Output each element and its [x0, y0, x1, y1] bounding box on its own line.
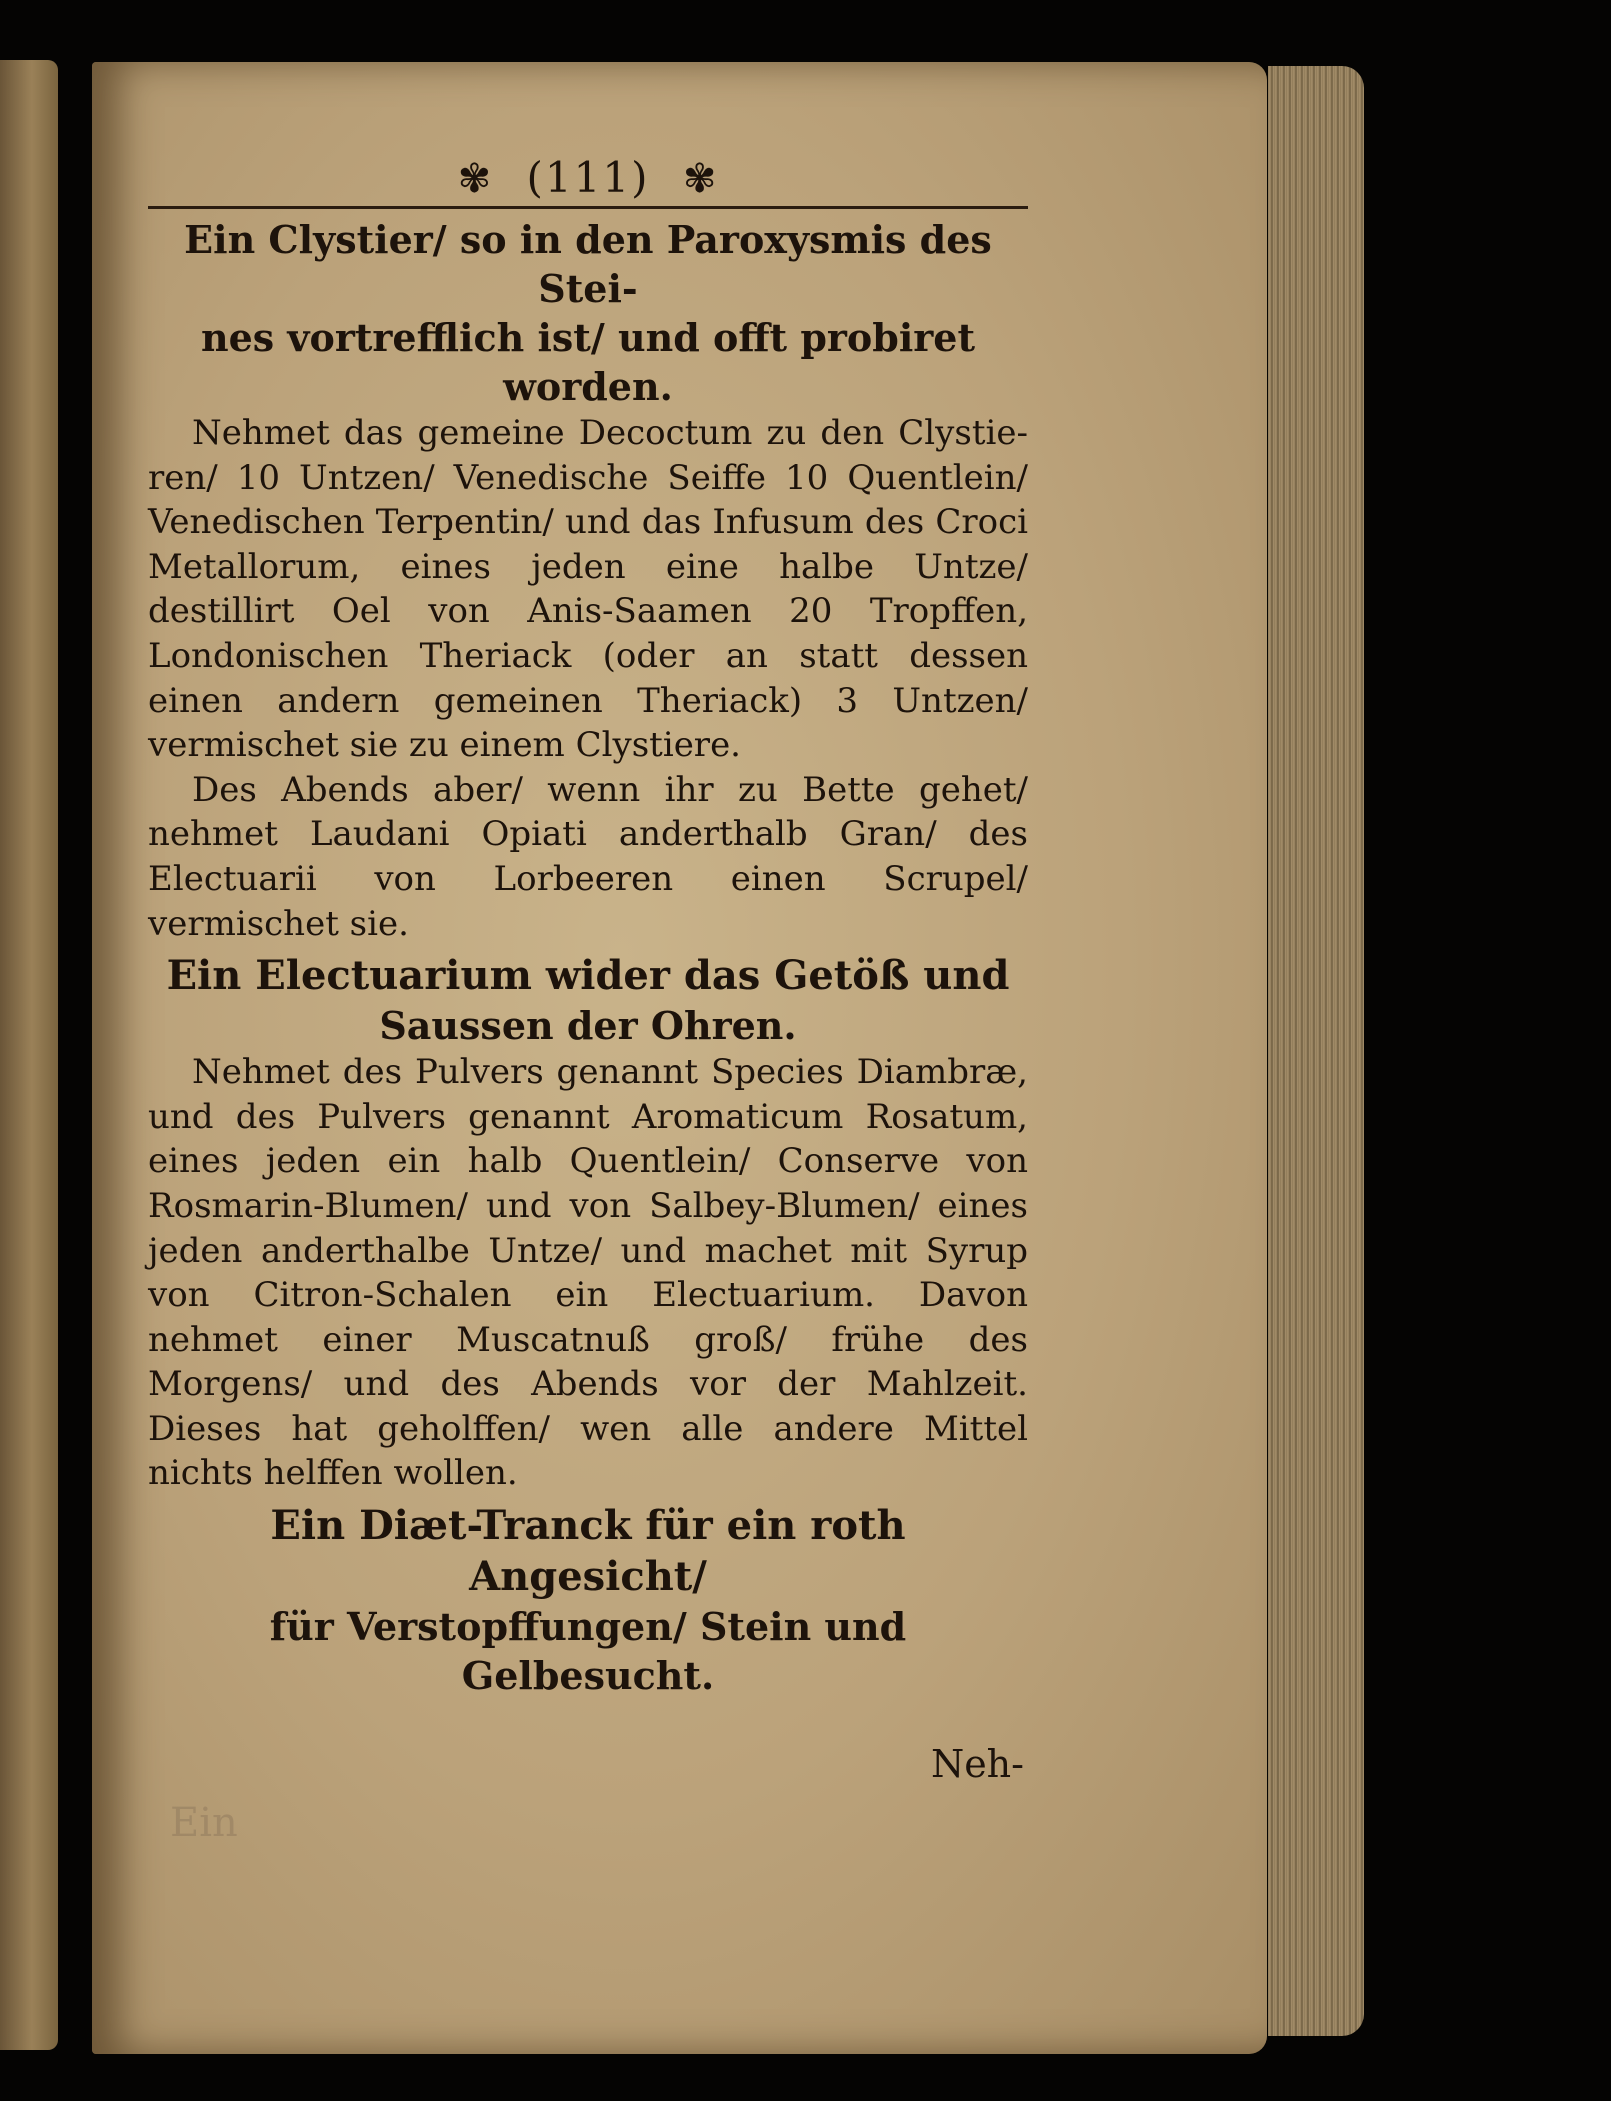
section-clystier — [148, 215, 1028, 946]
header-rule — [148, 206, 1028, 209]
paragraph: Des Abends aber/ wenn ihr zu Bette gehet/ nehmet Laudani Opiati anderthalb Gran/ des Electuarii von Lorbeeren einen Scrupel/ vermischet sie. — [148, 769, 1028, 944]
paragraph: Nehmet das gemeine Decoctum zu den Clystie-ren/ 10 Untzen/ Venedische Seiffe 10 Quentlein/ Venedischen Terpentin/ und das Infusum des Croci Metallorum, eines jeden eine halbe Untze/ destillirt Oel von Anis-Saamen 20 Tropffen, Londonischen Theriack (oder an statt dessen einen andern gemeinen Theriack) 3 Untzen/ vermischet sie zu einem Clystiere. — [148, 413, 1028, 766]
show-through-ghost: Ein — [170, 1800, 238, 1846]
section-title-line: Saussen der Ohren. — [379, 1003, 797, 1049]
page-fore-edge — [1268, 66, 1364, 2036]
section-electuarium — [148, 950, 1028, 1496]
section-title-line: für Verstopffungen/ Stein und — [269, 1604, 907, 1650]
section-title-line: Ein Diæt-Tranck für ein roth Angesicht/ — [270, 1502, 906, 1601]
section-title-line: Ein Electuarium wider das Getöß und — [166, 952, 1010, 1000]
ornament-right-icon: ✾ — [682, 156, 719, 202]
page-number: (111) — [526, 153, 650, 202]
page-content — [148, 150, 1028, 1790]
page-header — [148, 150, 1028, 206]
ornament-left-icon: ✾ — [457, 156, 494, 202]
paragraph: Nehmet des Pulvers genannt Species Diambræ, und des Pulvers genannt Aromaticum Rosatum, eines jeden ein halb Quentlein/ Conserve von Rosmarin-Blumen/ und von Salbey-Blumen/ eines jeden anderthalbe Untze/ und machet mit Syrup von Citron-Schalen ein Electuarium. Davon nehmet einer Muscatnuß groß/ frühe des Morgens/ und des Abends vor der Mahlzeit. Dieses hat geholffen/ wen alle andere Mittel nichts helffen wollen. — [148, 1052, 1028, 1494]
book-spine-left — [0, 60, 58, 2050]
section-title-line: nes vortrefflich ist/ und offt probiret — [200, 315, 976, 360]
section-title-line: Gelbesucht. — [461, 1653, 715, 1699]
catchword: Neh- — [930, 1742, 1024, 1787]
section-title-line: Ein Clystier/ so in den Paroxysmis des Stei- — [184, 217, 992, 311]
section-diaet-tranck — [148, 1500, 1028, 1700]
section-title-line: worden. — [503, 364, 673, 409]
